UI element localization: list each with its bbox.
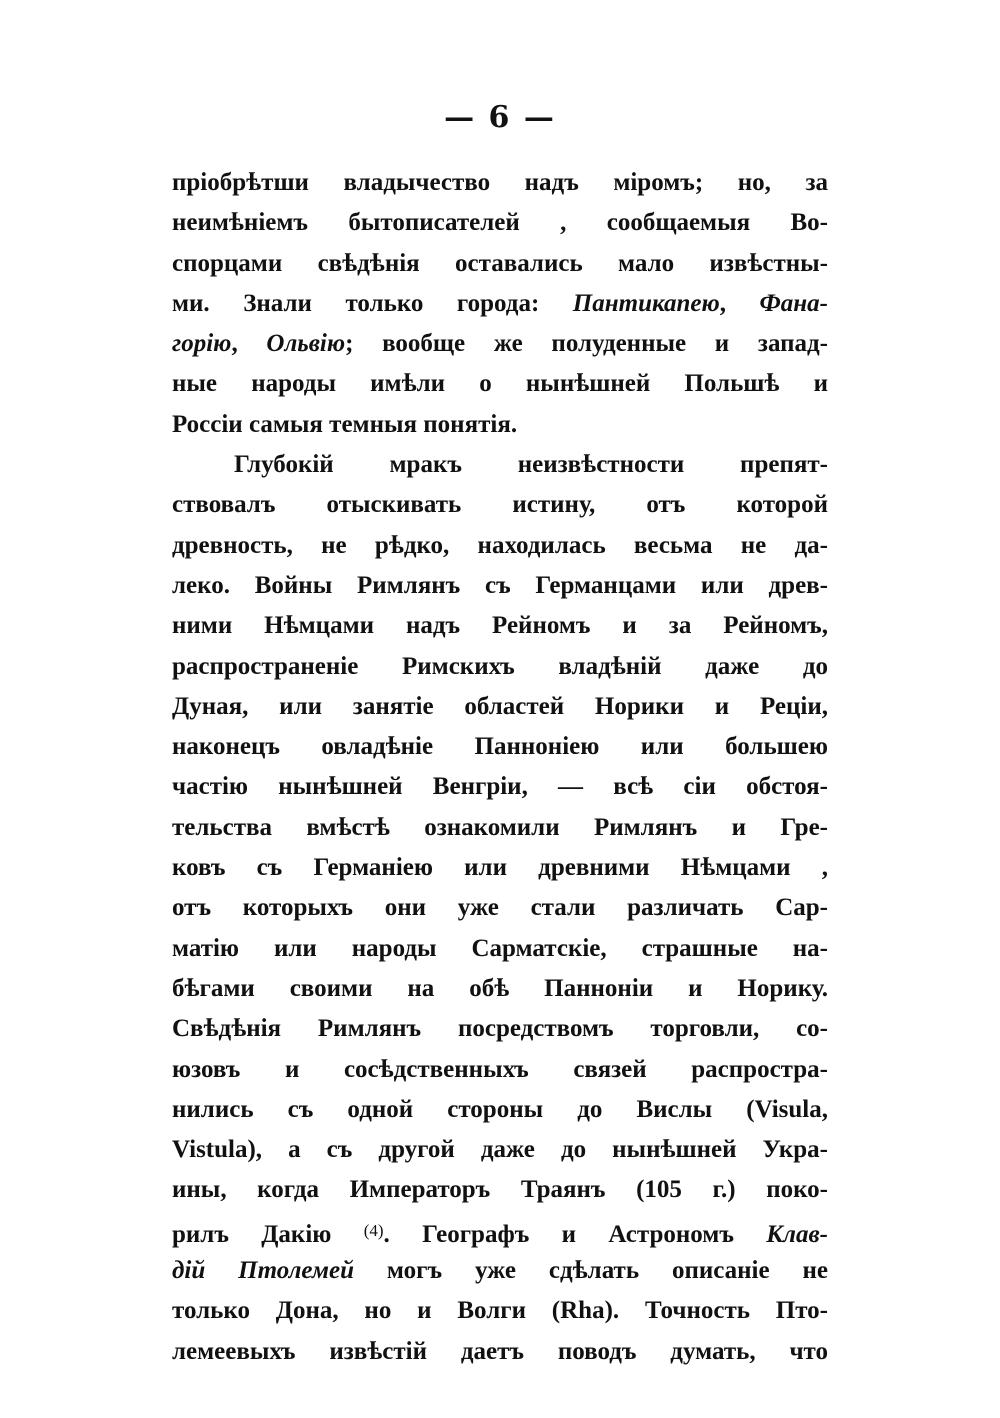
text-line xyxy=(172,1251,828,1291)
text-segment: , xyxy=(719,289,760,317)
text-segment: ные народы имѣли о нынѣшней Польшѣ и xyxy=(172,370,828,398)
text-segment: Россіи самыя темныя понятія. xyxy=(172,410,518,438)
text-line xyxy=(172,848,828,888)
text-segment: леко. Войны Римлянъ съ Германцами или древ- xyxy=(172,571,828,599)
text-line xyxy=(172,1291,828,1331)
text-line xyxy=(172,606,828,646)
text-line xyxy=(172,687,828,727)
text-segment: только Дона, но и Волги (Rha). Точность Пто- xyxy=(172,1297,828,1325)
text-segment: отъ которыхъ они уже стали различать Сар- xyxy=(172,894,828,922)
text-segment: распространеніе Римскихъ владѣній даже до xyxy=(172,652,828,680)
text-segment: древность, не рѣдко, находилась весьма не да- xyxy=(172,531,828,559)
italic-name: Пантикапею xyxy=(572,289,720,317)
italic-name: Фана- xyxy=(759,289,829,317)
text-segment: Свѣдѣнія Римлянъ посредствомъ торговли, со- xyxy=(172,1015,828,1043)
text-line xyxy=(172,929,828,969)
text-segment: ковъ съ Германіею или древними Нѣмцами , xyxy=(172,854,828,882)
text-segment: матію или народы Сарматскіе, страшные на- xyxy=(172,934,828,962)
text-line xyxy=(172,163,828,203)
text-segment: лемеевыхъ извѣстій даетъ поводъ думать, что xyxy=(172,1337,828,1365)
text-line xyxy=(172,1050,828,1090)
text-line xyxy=(172,1009,828,1049)
text-line xyxy=(172,324,828,364)
text-segment: . Географъ и Астрономъ xyxy=(383,1220,767,1248)
text-line xyxy=(172,808,828,848)
text-line xyxy=(172,1170,828,1210)
text-segment: ними Нѣмцами надъ Рейномъ и за Рейномъ, xyxy=(172,612,828,640)
text-segment: могъ уже сдѣлать описаніе не xyxy=(354,1257,828,1285)
text-segment: ствовалъ отыскивать истину, отъ которой xyxy=(172,491,828,519)
body-text xyxy=(172,163,828,1372)
text-line xyxy=(172,1211,828,1251)
page-number: — 6 — xyxy=(444,100,556,135)
text-segment: рилъ Дакію xyxy=(172,1220,364,1248)
text-line xyxy=(172,1090,828,1130)
text-segment: ; вообще же полуденные и запад- xyxy=(345,330,828,358)
text-line xyxy=(172,969,828,1009)
text-segment: Глубокій мракъ неизвѣстности препят- xyxy=(234,451,828,479)
text-line xyxy=(172,526,828,566)
text-line xyxy=(172,888,828,928)
text-segment: нились съ одной стороны до Вислы (Visula, xyxy=(172,1095,828,1123)
text-line xyxy=(172,485,828,525)
text-line xyxy=(172,1332,828,1372)
text-line xyxy=(172,244,828,284)
text-segment: наконецъ овладѣніе Панноніею или большею xyxy=(172,733,828,761)
text-line xyxy=(172,284,828,324)
text-segment: Дуная, или занятіе областей Норики и Реціи, xyxy=(172,692,828,720)
text-segment: неимѣніемъ бытописателей , сообщаемыя Во- xyxy=(172,209,828,237)
text-line xyxy=(172,1130,828,1170)
text-segment: пріобрѣтши владычество надъ міромъ; но, за xyxy=(172,169,828,196)
italic-name: Ольвію xyxy=(266,330,346,358)
text-segment: ми. Знали только города: xyxy=(172,289,573,317)
text-segment: , xyxy=(231,330,267,358)
italic-name: Клав- xyxy=(766,1220,828,1248)
text-line xyxy=(172,445,828,485)
text-line xyxy=(172,364,828,404)
text-segment: юзовъ и сосѣдственныхъ связей распростра- xyxy=(172,1055,828,1083)
footnote-ref: (4) xyxy=(363,1220,384,1240)
text-segment: Vistula), а съ другой даже до нынѣшней Укра- xyxy=(172,1136,828,1164)
text-segment: тельства вмѣстѣ ознакомили Римлянъ и Гре- xyxy=(172,813,828,841)
italic-name: горію xyxy=(172,330,232,358)
text-segment: спорцами свѣдѣнія оставались мало извѣстны- xyxy=(172,249,828,277)
text-segment: ины, когда Императоръ Траянъ (105 г.) поко- xyxy=(172,1176,828,1204)
italic-name: дій Птолемей xyxy=(172,1257,355,1285)
text-segment: частію нынѣшней Венгріи, — всѣ сіи обстоя- xyxy=(172,773,828,801)
text-line xyxy=(172,203,828,243)
text-line xyxy=(172,767,828,807)
text-line xyxy=(172,647,828,687)
text-line xyxy=(172,566,828,606)
text-line xyxy=(172,727,828,767)
text-line xyxy=(172,405,828,445)
text-segment: бѣгами своими на обѣ Панноніи и Норику. xyxy=(172,974,828,1002)
